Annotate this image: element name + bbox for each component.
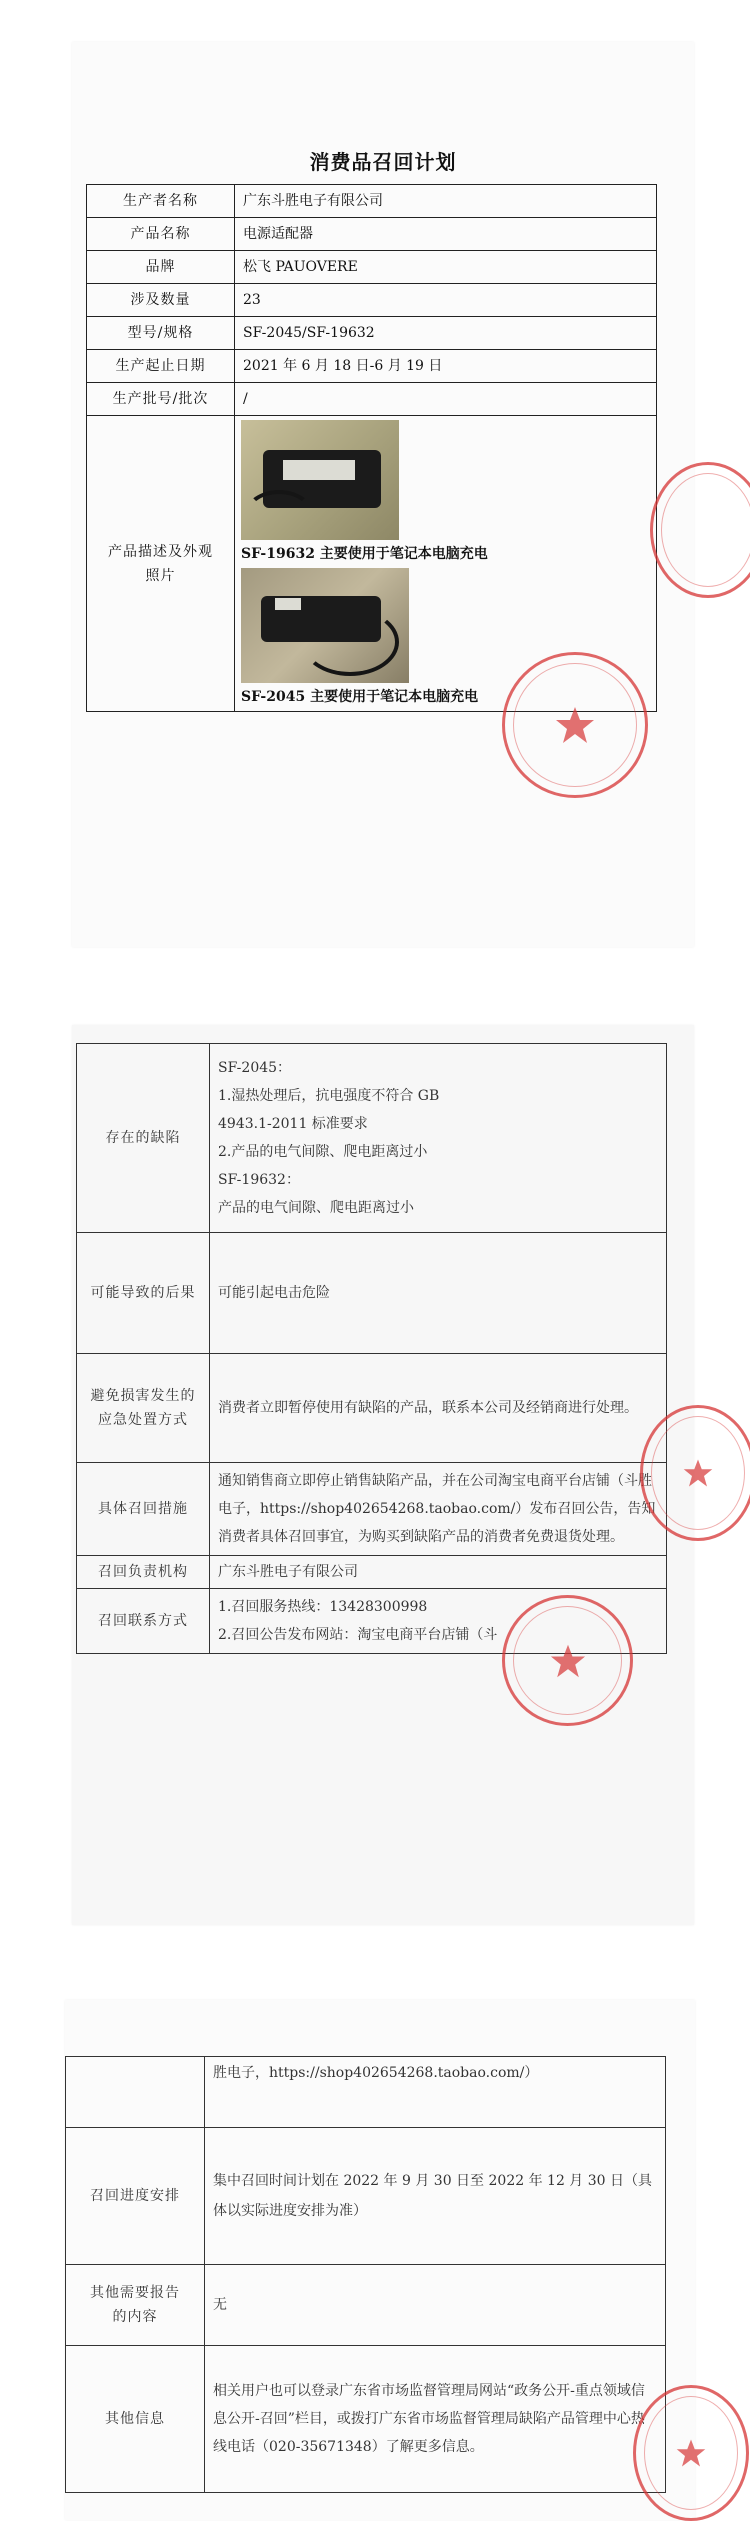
- row-label: 具体召回措施: [77, 1463, 210, 1556]
- consequence-value: 可能引起电击危险: [210, 1233, 667, 1354]
- company-seal: [502, 652, 648, 798]
- recall-agency: 广东斗胜电子有限公司: [210, 1556, 667, 1589]
- table-row: [66, 2128, 666, 2265]
- table-row: [66, 2057, 666, 2128]
- row-label: 生产批号/批次: [87, 383, 235, 416]
- recall-contact-continued: 胜电子，https://shop402654268.taobao.com/）: [205, 2057, 666, 2128]
- company-seal: [640, 1405, 750, 1541]
- row-label: 型号/规格: [87, 317, 235, 350]
- table-row: [77, 1556, 667, 1589]
- brand: 松飞 PAUOVERE: [235, 251, 657, 284]
- product-info-table: [86, 184, 657, 712]
- row-label: 避免损害发生的应急处置方式: [77, 1354, 210, 1463]
- row-label: 涉及数量: [87, 284, 235, 317]
- row-label: 其他信息: [66, 2346, 205, 2493]
- quantity: 23: [235, 284, 657, 317]
- row-label: 生产起止日期: [87, 350, 235, 383]
- recall-schedule: 集中召回时间计划在 2022 年 9 月 30 日至 2022 年 12 月 30 日（具体以实际进度安排为准）: [205, 2128, 666, 2265]
- row-label: 可能导致的后果: [77, 1233, 210, 1354]
- table-row: [77, 1354, 667, 1463]
- company-seal: [502, 1595, 633, 1726]
- row-label: 存在的缺陷: [77, 1044, 210, 1233]
- other-report-content: 无: [205, 2265, 666, 2346]
- production-dates: 2021 年 6 月 18 日-6 月 19 日: [235, 350, 657, 383]
- batch-number: /: [235, 383, 657, 416]
- recall-details-table-continued: [65, 2056, 666, 2493]
- recall-contact: 1.召回服务热线：13428300998 2.召回公告发布网站：淘宝电商平台店铺（斗: [210, 1589, 667, 1654]
- table-row: [66, 2265, 666, 2346]
- photo-caption-sf-19632: SF-19632 主要使用于笔记本电脑充电: [241, 546, 488, 562]
- document-page-1: [72, 42, 694, 947]
- recall-details-table: [76, 1043, 667, 1654]
- row-label: 其他需要报告的内容: [66, 2265, 205, 2346]
- row-label: 产品描述及外观照片: [87, 416, 235, 712]
- table-row: [87, 317, 657, 350]
- company-seal: [633, 2385, 749, 2521]
- row-label: 生产者名称: [87, 185, 235, 218]
- row-label: 召回联系方式: [77, 1589, 210, 1654]
- company-seal: [650, 462, 750, 598]
- table-row: [77, 1233, 667, 1354]
- row-label: 召回负责机构: [77, 1556, 210, 1589]
- table-row: [87, 185, 657, 218]
- document-page-3: [65, 2000, 695, 2520]
- photo-caption-sf-2045: SF-2045 主要使用于笔记本电脑充电: [241, 689, 479, 705]
- row-label: 品牌: [87, 251, 235, 284]
- product-name: 电源适配器: [235, 218, 657, 251]
- table-row: [87, 251, 657, 284]
- table-row: [77, 1463, 667, 1556]
- table-row: [87, 284, 657, 317]
- model-spec: SF-2045/SF-19632: [235, 317, 657, 350]
- document-title: 消费品召回计划: [309, 150, 457, 174]
- table-row: [77, 1044, 667, 1233]
- product-photo-sf-2045: [241, 568, 409, 683]
- document-page-2: [72, 1025, 694, 1925]
- emergency-measures: 消费者立即暂停使用有缺陷的产品，联系本公司及经销商进行处理。: [210, 1354, 667, 1463]
- product-photo-sf-19632: [241, 420, 399, 540]
- manufacturer-name: 广东斗胜电子有限公司: [235, 185, 657, 218]
- recall-measures: 通知销售商立即停止销售缺陷产品，并在公司淘宝电商平台店铺（斗胜电子，https://shop402654268.taobao.com/）发布召回公告，告知消费者具体召回事宜，为购买到缺陷产品的消费者免费退货处理。: [210, 1463, 667, 1556]
- row-label: 召回进度安排: [66, 2128, 205, 2265]
- table-row: [87, 218, 657, 251]
- table-row: [87, 383, 657, 416]
- defect-description: SF-2045： 1.湿热处理后，抗电强度不符合 GB 4943.1-2011 标准要求 2.产品的电气间隙、爬电距离过小 SF-19632： 产品的电气间隙、爬电距离过小: [210, 1044, 667, 1233]
- table-row: [66, 2346, 666, 2493]
- other-information: 相关用户也可以登录广东省市场监督管理局网站“政务公开-重点领域信息公开-召回”栏目，或拨打广东省市场监督管理局缺陷产品管理中心热线电话（020-35671348）了解更多信息。: [205, 2346, 666, 2493]
- table-row: [87, 350, 657, 383]
- row-label: 产品名称: [87, 218, 235, 251]
